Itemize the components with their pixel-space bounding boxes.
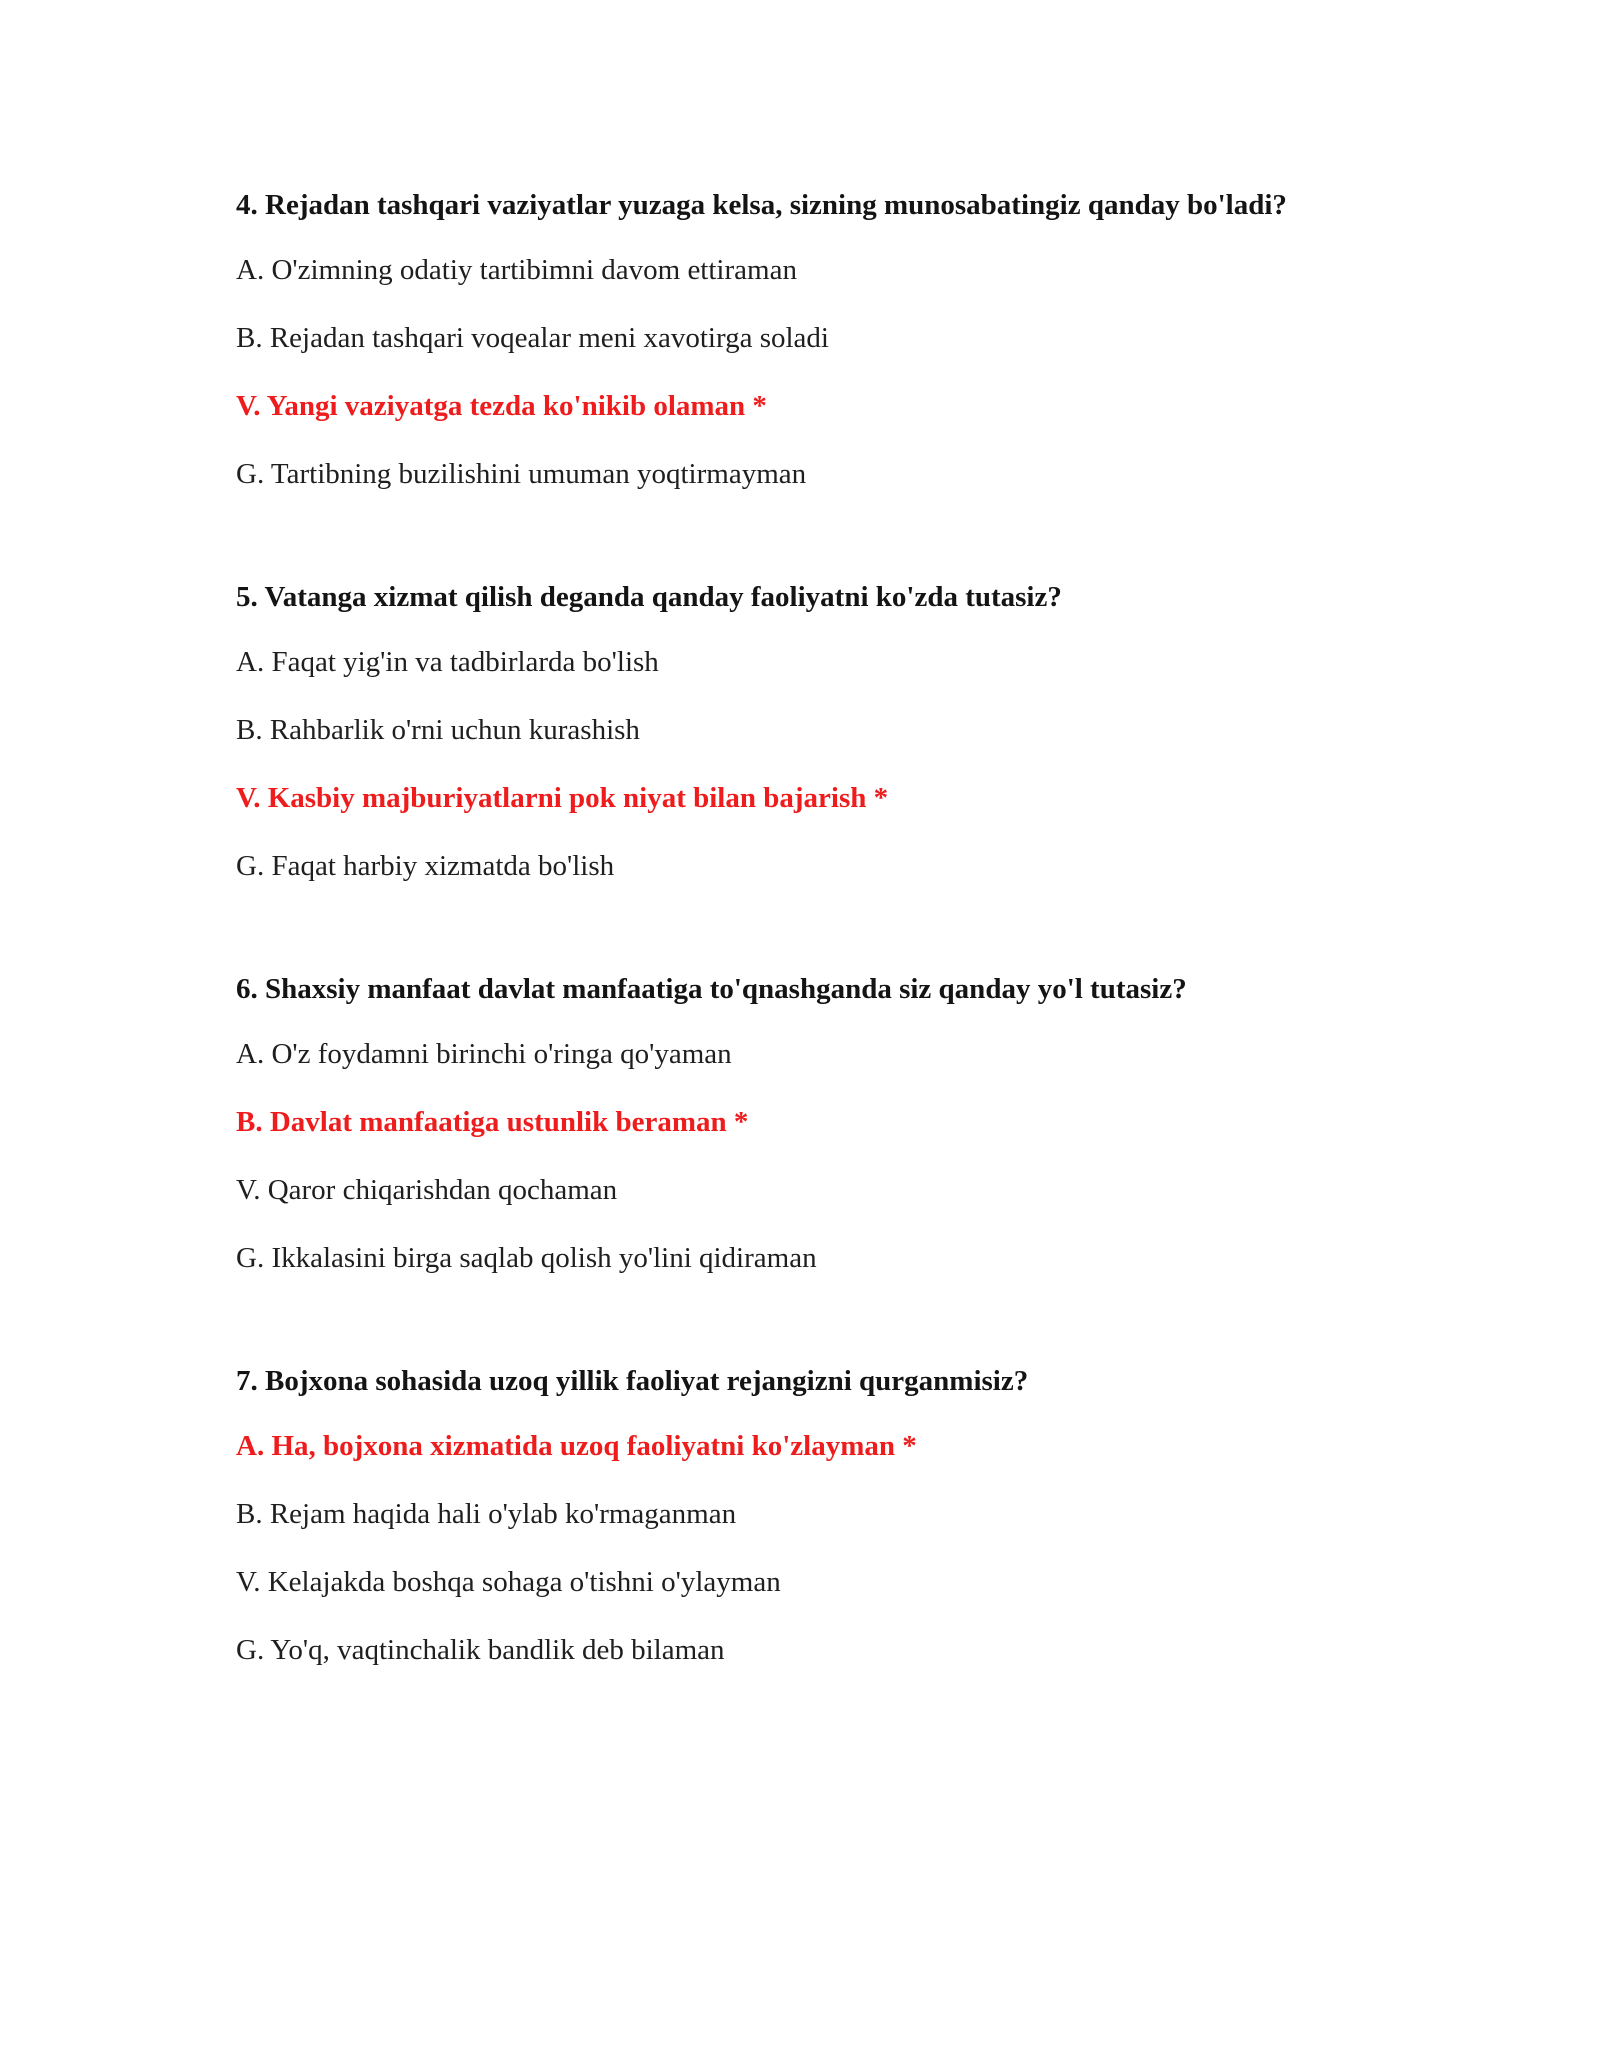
question-title: 6. Shaxsiy manfaat davlat manfaatiga to'qnashganda siz qanday yo'l tutasiz? — [236, 973, 1187, 1005]
question-block-7 — [236, 1361, 1366, 1671]
answer-option-v-correct: V. Yangi vaziyatga tezda ko'nikib olaman * — [236, 390, 767, 422]
question-block-6 — [236, 969, 1366, 1279]
answer-option-g: G. Faqat harbiy xizmatda bo'lish — [236, 850, 615, 882]
answer-option-v-correct: V. Kasbiy majburiyatlarni pok niyat bilan bajarish * — [236, 782, 889, 814]
answer-option-b: B. Rahbarlik o'rni uchun kurashish — [236, 714, 640, 746]
answer-option-b: B. Rejadan tashqari voqealar meni xavotirga soladi — [236, 322, 829, 354]
answer-option-a: A. Faqat yig'in va tadbirlarda bo'lish — [236, 646, 659, 678]
answer-option-a: A. O'z foydamni birinchi o'ringa qo'yaman — [236, 1038, 732, 1070]
answer-option-v: V. Kelajakda boshqa sohaga o'tishni o'ylayman — [236, 1566, 781, 1598]
question-block-5 — [236, 577, 1366, 887]
answer-option-a: A. O'zimning odatiy tartibimni davom ettiraman — [236, 254, 797, 286]
document-page — [236, 185, 1366, 1753]
question-title: 4. Rejadan tashqari vaziyatlar yuzaga kelsa, sizning munosabatingiz qanday bo'ladi? — [236, 189, 1287, 221]
answer-option-a-correct: A. Ha, bojxona xizmatida uzoq faoliyatni ko'zlayman * — [236, 1430, 917, 1462]
answer-option-v: V. Qaror chiqarishdan qochaman — [236, 1174, 618, 1206]
question-title: 7. Bojxona sohasida uzoq yillik faoliyat rejangizni qurganmisiz? — [236, 1365, 1029, 1397]
answer-option-g: G. Tartibning buzilishini umuman yoqtirmayman — [236, 458, 807, 490]
answer-option-g: G. Yo'q, vaqtinchalik bandlik deb bilaman — [236, 1634, 725, 1666]
answer-option-b-correct: B. Davlat manfaatiga ustunlik beraman * — [236, 1106, 749, 1138]
question-block-4 — [236, 185, 1366, 495]
answer-option-g: G. Ikkalasini birga saqlab qolish yo'lini qidiraman — [236, 1242, 817, 1274]
answer-option-b: B. Rejam haqida hali o'ylab ko'rmaganman — [236, 1498, 737, 1530]
question-title: 5. Vatanga xizmat qilish deganda qanday faoliyatni ko'zda tutasiz? — [236, 581, 1062, 613]
